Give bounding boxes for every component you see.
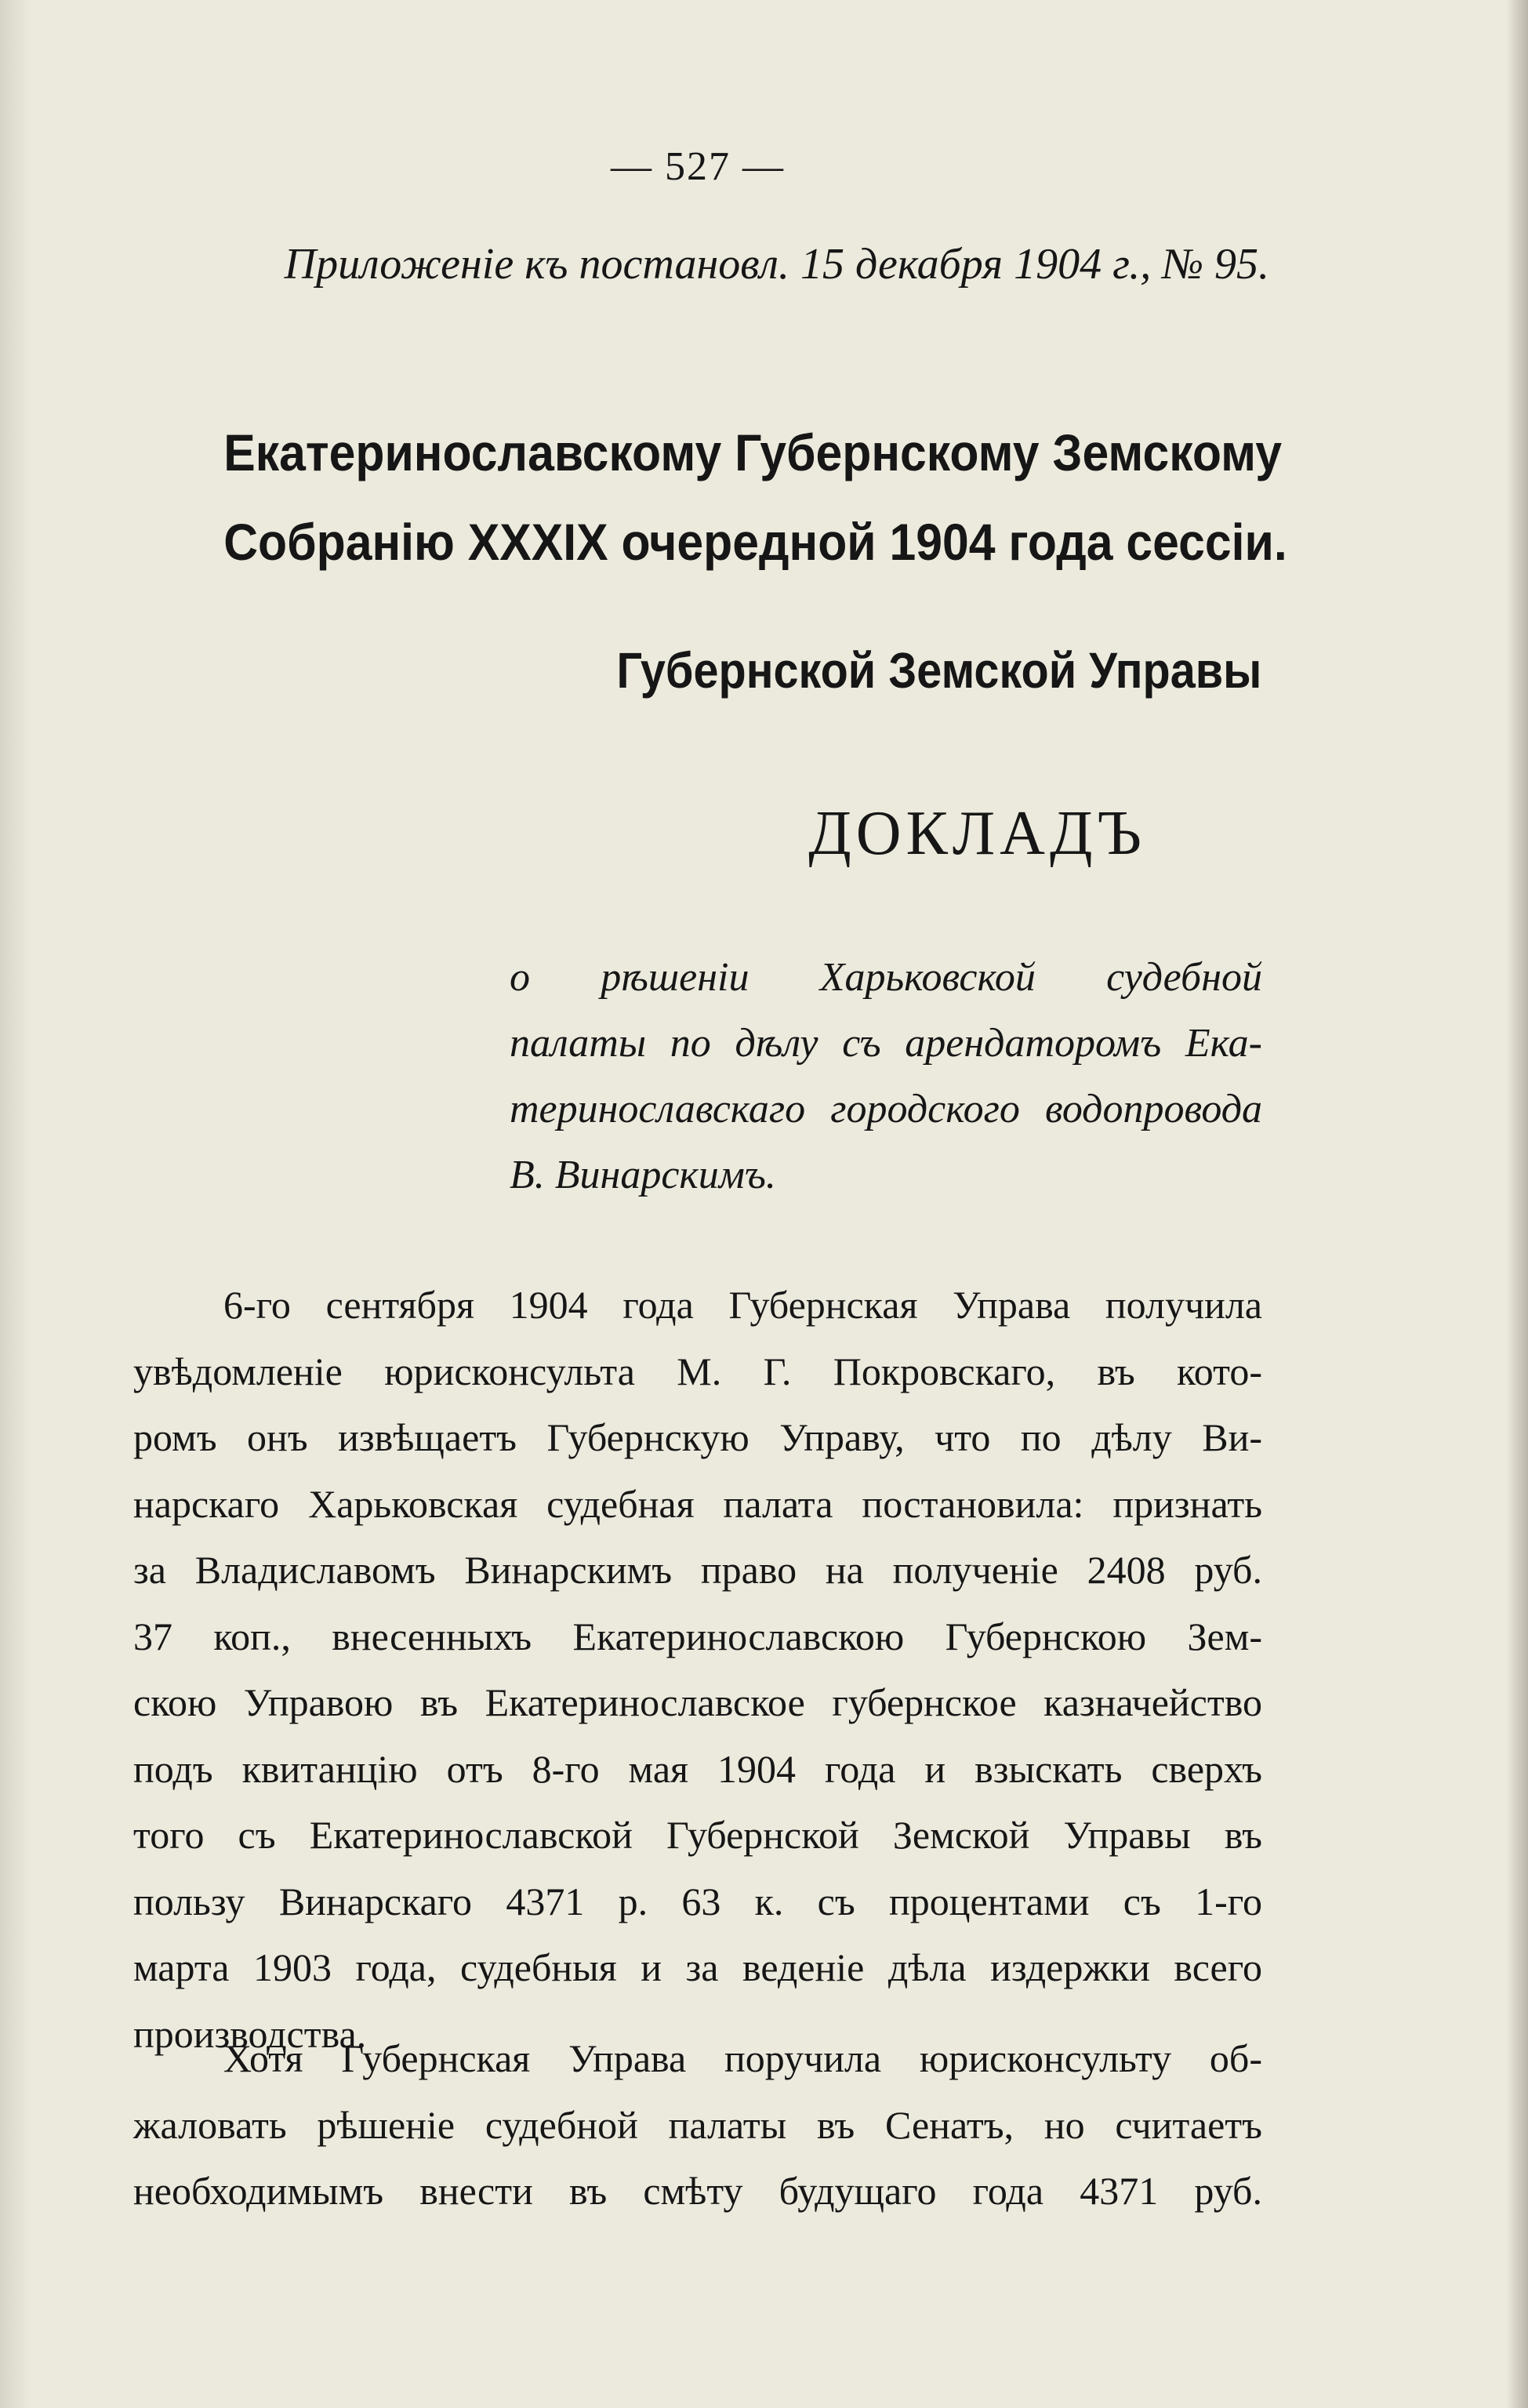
paragraph-line: 6-го сентября 1904 года Губернская Управа получила bbox=[223, 1283, 1262, 1327]
paragraph-line: того съ Екатеринославской Губернской Земской Управы въ bbox=[133, 1813, 1262, 1857]
report-title: ДОКЛАДЪ bbox=[808, 799, 1146, 868]
board-heading: Губернской Земской Управы bbox=[616, 642, 1261, 699]
paragraph-line: за Владиславомъ Винарскимъ право на полученіе 2408 руб. bbox=[133, 1548, 1262, 1592]
paragraph-line: Хотя Губернская Управа поручила юрисконсульту об- bbox=[223, 2036, 1262, 2080]
paragraph-line: подъ квитанцію отъ 8-го мая 1904 года и взыскать сверхъ bbox=[133, 1746, 1262, 1791]
page-number: — 527 — bbox=[611, 144, 785, 189]
paragraph-1 bbox=[133, 1272, 1262, 2067]
addressee-line: Екатеринославскому Губернскому Земскому bbox=[223, 423, 1283, 481]
addressee-heading bbox=[223, 408, 1287, 587]
paragraph-line: необходимымъ внести въ смѣту будущаго года 4371 руб. bbox=[133, 2169, 1262, 2213]
paragraph-line: нарскаго Харьковская судебная палата постановила: признать bbox=[133, 1481, 1262, 1526]
paragraph-line: 37 коп., внесенныхъ Екатеринославскою Губернскою Зем- bbox=[133, 1614, 1262, 1658]
subject-line: палаты по дѣлу съ арендаторомъ Ека- bbox=[510, 1021, 1262, 1066]
paragraph-line: увѣдомленіе юрисконсульта М. Г. Покровскаго, въ кото- bbox=[133, 1349, 1262, 1393]
paragraph-line: ромъ онъ извѣщаетъ Губернскую Управу, что по дѣлу Ви- bbox=[133, 1415, 1262, 1459]
paragraph-line: марта 1903 года, судебныя и за веденіе дѣла издержки всего bbox=[133, 1945, 1262, 1989]
appendix-note: Приложеніе къ постановл. 15 декабря 1904 г., № 95. bbox=[284, 240, 1269, 289]
paragraph-2 bbox=[133, 2025, 1262, 2225]
subject-line: теринославскаго городского водопровода bbox=[510, 1087, 1262, 1131]
addressee-line: Собранію XXXIX очередной 1904 года сессіи. bbox=[223, 513, 1287, 571]
paragraph-line: скою Управою въ Екатеринославское губернское казначейство bbox=[133, 1680, 1262, 1724]
paragraph-line: производства. bbox=[133, 2011, 367, 2056]
report-subject bbox=[510, 945, 1262, 1208]
paragraph-line: жаловать рѣшеніе судебной палаты въ Сенатъ, но считаетъ bbox=[133, 2102, 1262, 2147]
subject-line: о рѣшеніи Харьковской судебной bbox=[510, 955, 1262, 1000]
paragraph-line: пользу Винарскаго 4371 р. 63 к. съ процентами съ 1-го bbox=[133, 1879, 1262, 1923]
subject-line: В. Винарскимъ. bbox=[510, 1153, 776, 1197]
